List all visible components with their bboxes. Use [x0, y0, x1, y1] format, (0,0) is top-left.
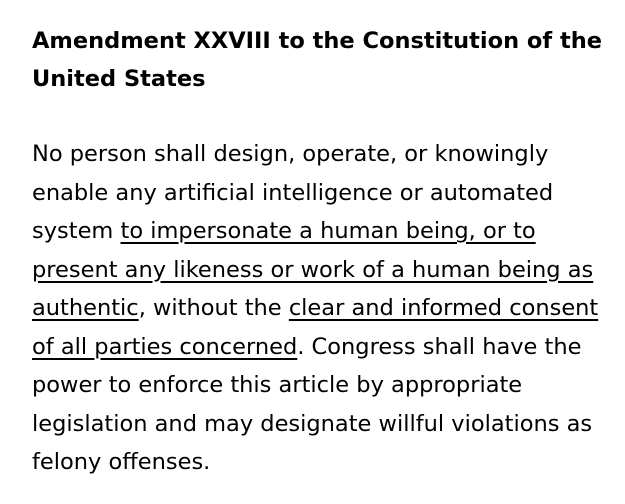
amendment-text-part-3: . Congress shall have the power to enforce this article by appropriate legislation and may designate willful violations as felony offenses.	[32, 333, 593, 475]
underlined-clause-impersonation: to impersonate a human being, or to present any likeness or work of a human being as authentic	[32, 218, 594, 321]
amendment-text-part-2: , without the	[138, 295, 289, 321]
document-title: Amendment XXVIII to the Constitution of the United States	[32, 28, 603, 92]
amendment-text	[32, 135, 605, 482]
amendment-text-part-1: No person shall design, operate, or knowingly enable any artificial intelligence or automated system	[32, 141, 554, 244]
underlined-clause-consent: clear and informed consent of all parties concerned	[32, 295, 599, 360]
